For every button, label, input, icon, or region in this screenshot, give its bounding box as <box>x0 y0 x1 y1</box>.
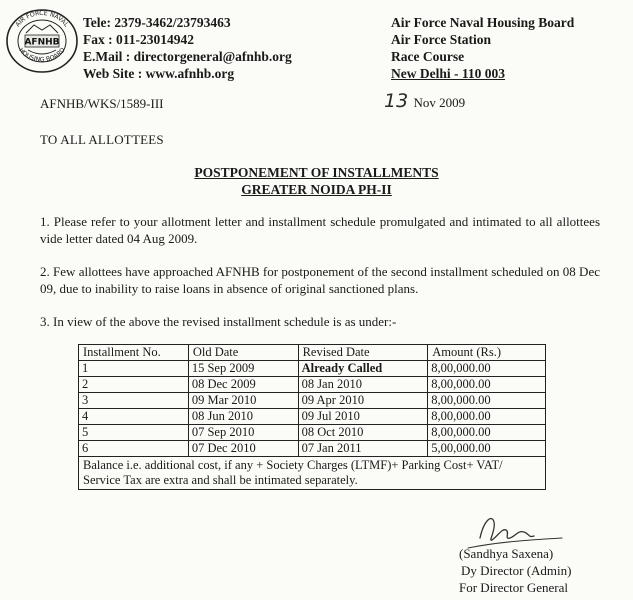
cell-revised-date: 07 Jan 2011 <box>298 441 428 457</box>
paragraph-3: 3. In view of the above the revised installment schedule is as under:- <box>40 314 397 329</box>
header-amount: Amount (Rs.) <box>428 345 546 361</box>
recipient: TO ALL ALLOTTEES <box>40 132 164 147</box>
date-day: 13 <box>384 90 409 112</box>
cell-amount: 5,00,000.00 <box>428 441 546 457</box>
cell-amount: 8,00,000.00 <box>428 361 546 377</box>
cell-revised-date: 09 Jul 2010 <box>298 409 428 425</box>
cell-installment-no: 6 <box>79 441 189 457</box>
course: Race Course <box>391 49 465 64</box>
date-month-year: Nov 2009 <box>413 95 466 110</box>
cell-old-date: 07 Dec 2010 <box>188 441 298 457</box>
org-name: Air Force Naval Housing Board <box>391 15 575 30</box>
svg-text:HOUSING BOARD <box>17 47 67 64</box>
contact-block <box>83 14 292 82</box>
logo-ring-top: AIR FORCE NAVAL <box>14 9 70 29</box>
cell-installment-no: 4 <box>79 409 189 425</box>
table-row <box>79 361 546 377</box>
telephone: Tele: 2379-3462/23793463 <box>83 15 231 30</box>
cell-amount: 8,00,000.00 <box>428 377 546 393</box>
subject-line-1: POSTPONEMENT OF INSTALLMENTS <box>194 165 439 180</box>
address-block <box>391 14 574 82</box>
signatory-for: For Director General <box>459 580 569 595</box>
cell-old-date: 08 Jun 2010 <box>188 409 298 425</box>
cell-old-date: 07 Sep 2010 <box>188 425 298 441</box>
cell-revised-date: Already Called <box>298 361 428 377</box>
logo-ring-bottom: HOUSING BOARD <box>17 46 67 64</box>
balance-note: Balance i.e. additional cost, if any + Society Charges (LTMF)+ Parking Cost+ VAT/ Service Tax are extra and shall be intimated separately. <box>79 457 546 490</box>
cell-old-date: 09 Mar 2010 <box>188 393 298 409</box>
svg-text:AIR FORCE NAVAL <box>14 10 70 29</box>
table-row <box>79 393 546 409</box>
cell-revised-date: 09 Apr 2010 <box>298 393 428 409</box>
cell-amount: 8,00,000.00 <box>428 409 546 425</box>
table-row <box>79 441 546 457</box>
table-header-row <box>79 345 546 361</box>
header-installment-no: Installment No. <box>79 345 189 361</box>
cell-installment-no: 5 <box>79 425 189 441</box>
logo-center-text: AFNHB <box>24 37 60 48</box>
afnhb-logo <box>4 8 80 74</box>
header-revised-date: Revised Date <box>298 345 428 361</box>
schedule-table <box>78 344 546 490</box>
cell-installment-no: 2 <box>79 377 189 393</box>
table-row <box>79 377 546 393</box>
cell-revised-date: 08 Jan 2010 <box>298 377 428 393</box>
table-row <box>79 409 546 425</box>
subject <box>0 164 633 198</box>
signatory-name: (Sandhya Saxena) <box>459 546 554 561</box>
signatory-designation: Dy Director (Admin) <box>461 563 572 578</box>
subject-line-2: GREATER NOIDA PH-II <box>241 182 392 197</box>
station: Air Force Station <box>391 32 491 47</box>
letter-date <box>384 90 465 112</box>
city: New Delhi - 110 003 <box>391 66 505 81</box>
paragraph-2: 2. Few allottees have approached AFNHB for postponement of the second installment scheduled on 08 Dec 09, due to inability to raise loans in absence of original sanctioned plans. <box>40 264 600 296</box>
paragraph-1: 1. Please refer to your allotment letter and installment schedule promulgated and intimated to all allottees vide letter dated 04 Aug 2009. <box>40 214 600 246</box>
cell-amount: 8,00,000.00 <box>428 393 546 409</box>
cell-installment-no: 1 <box>79 361 189 377</box>
cell-old-date: 15 Sep 2009 <box>188 361 298 377</box>
signatory-block <box>459 545 571 596</box>
table-note-row <box>79 457 546 490</box>
cell-installment-no: 3 <box>79 393 189 409</box>
reference-number: AFNHB/WKS/1589-III <box>40 96 164 111</box>
fax: Fax : 011-23014942 <box>83 32 194 47</box>
cell-amount: 8,00,000.00 <box>428 425 546 441</box>
table-row <box>79 425 546 441</box>
header-old-date: Old Date <box>188 345 298 361</box>
website[interactable]: Web Site : www.afnhb.org <box>83 66 235 81</box>
email[interactable]: E.Mail : directorgeneral@afnhb.org <box>83 49 292 64</box>
cell-old-date: 08 Dec 2009 <box>188 377 298 393</box>
cell-revised-date: 08 Oct 2010 <box>298 425 428 441</box>
